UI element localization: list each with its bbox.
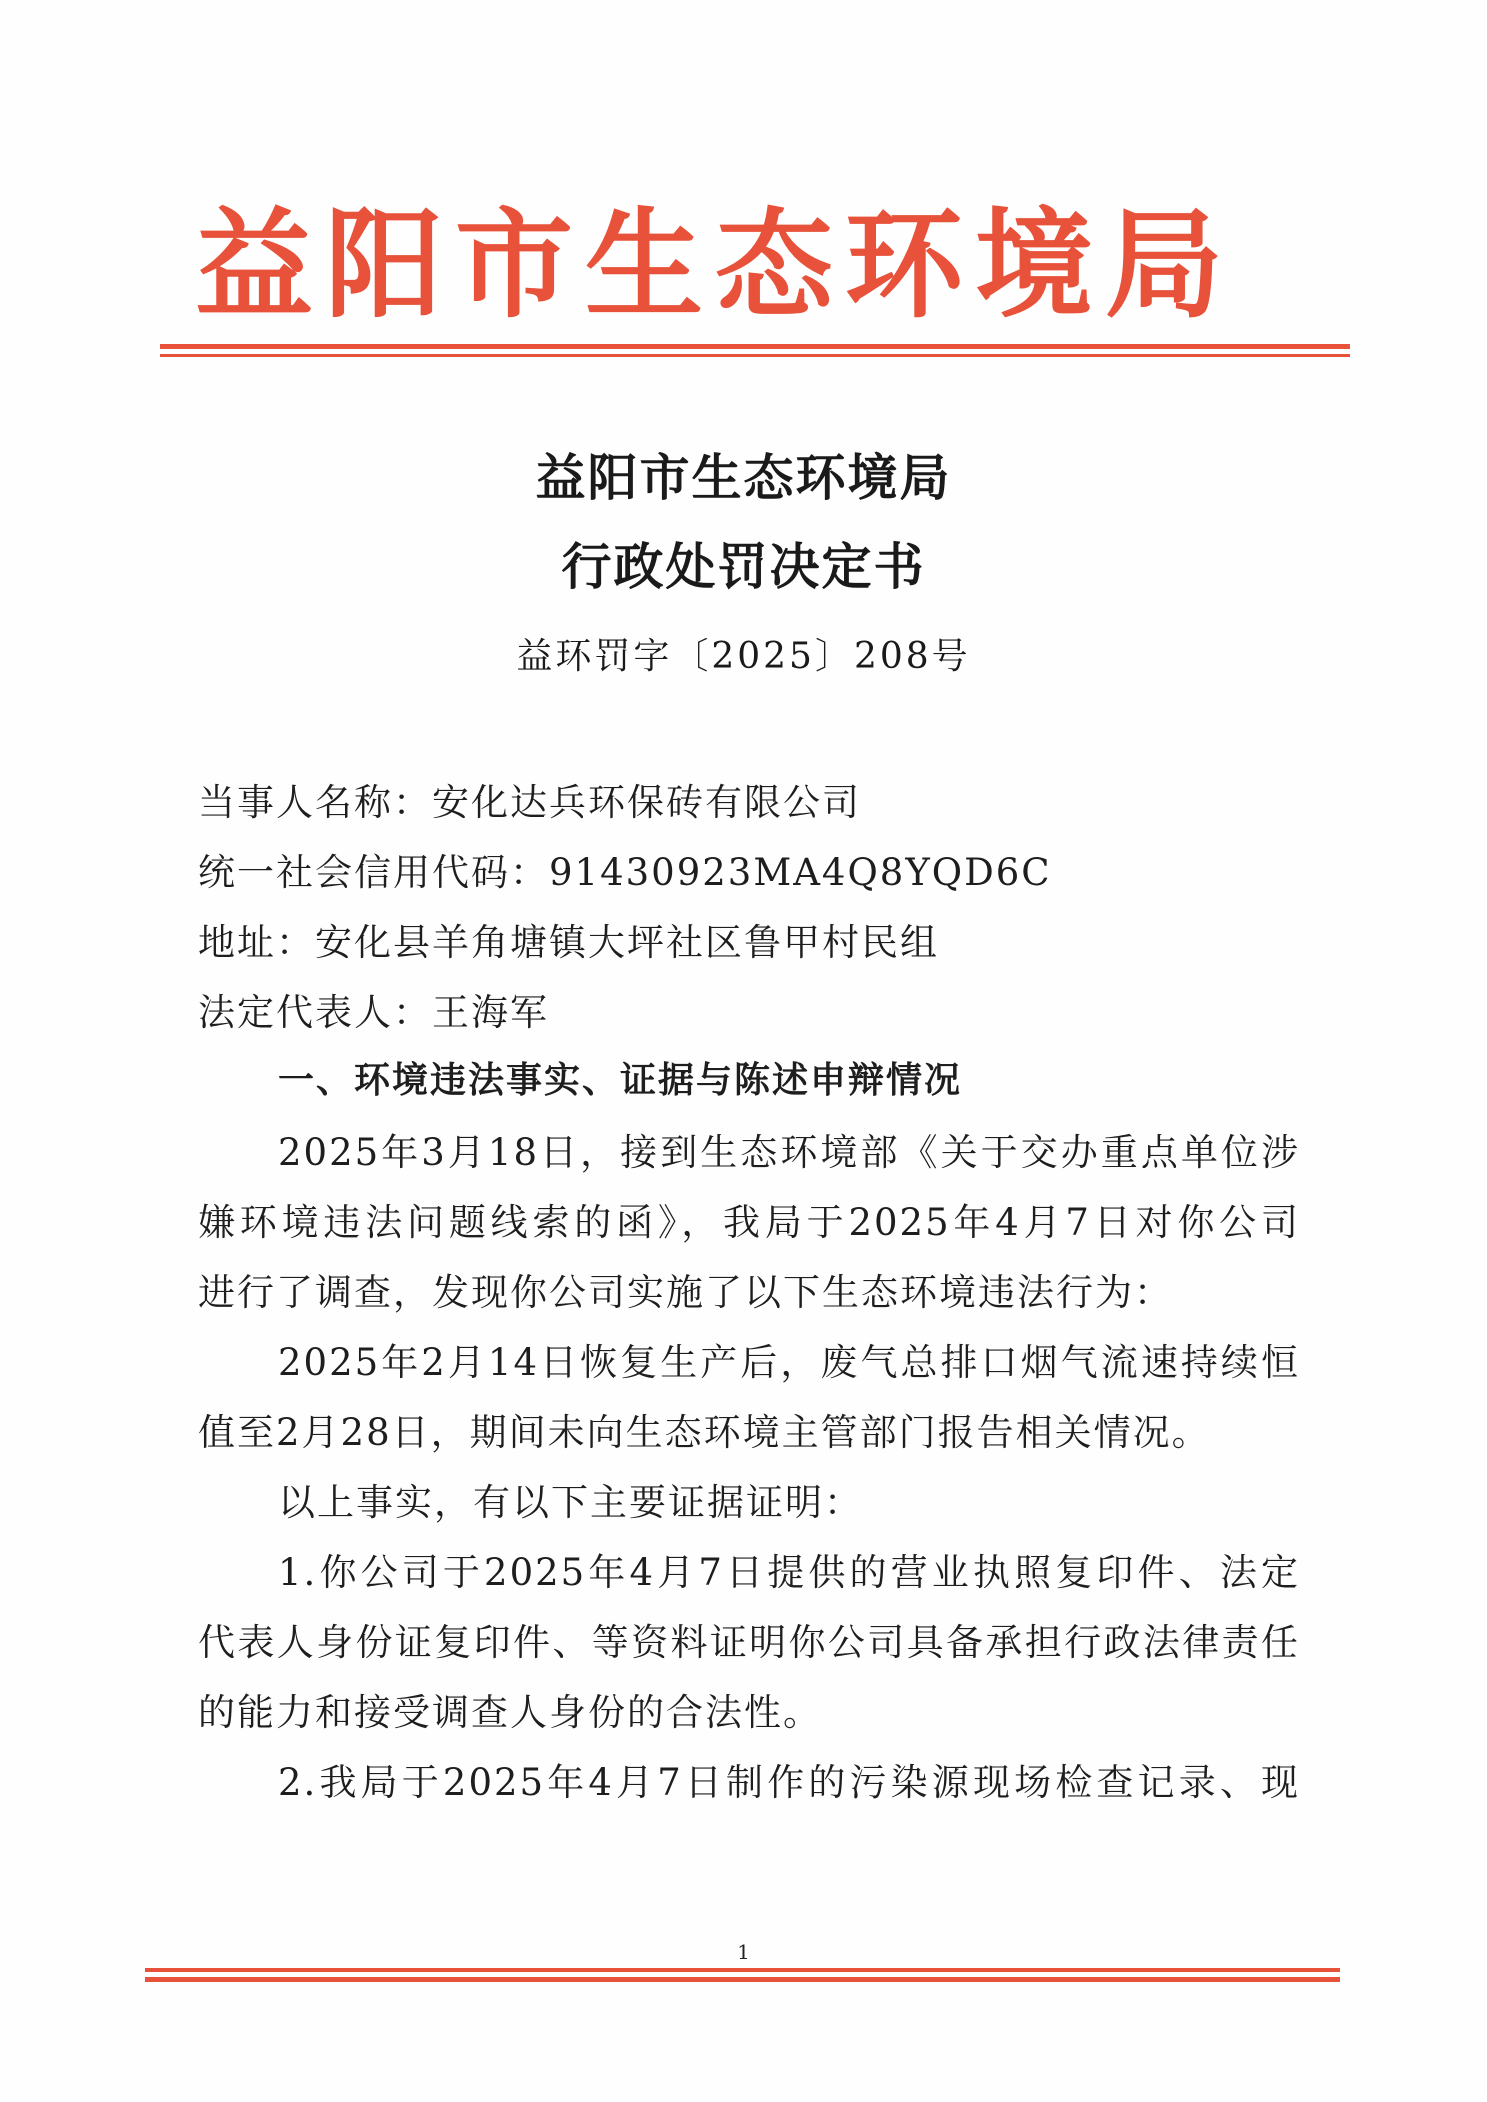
body-line: 嫌环境违法问题线索的函》，我局于2025年4月7日对你公司: [198, 1201, 1300, 1244]
body-line: 以上事实，有以下主要证据证明：: [278, 1481, 863, 1524]
document-number: 益环罚字〔2025〕208号: [516, 636, 971, 677]
body-line: 2.我局于2025年4月7日制作的污染源现场检查记录、现: [278, 1761, 1300, 1804]
body-line: 代表人身份证复印件、等资料证明你公司具备承担行政法律责任: [198, 1621, 1300, 1664]
body-line: 值至2月28日，期间未向生态环境主管部门报告相关情况。: [198, 1411, 1211, 1454]
party-credit-code: 统一社会信用代码：91430923MA4Q8YQD6C: [198, 851, 1052, 894]
body-line: 2025年3月18日，接到生态环境部《关于交办重点单位涉: [278, 1131, 1300, 1174]
body-line: 2025年2月14日恢复生产后，废气总排口烟气流速持续恒: [278, 1341, 1300, 1384]
section-heading: 一、环境违法事实、证据与陈述申辩情况: [278, 1060, 963, 1101]
party-representative: 法定代表人：王海军: [198, 991, 549, 1034]
footer-red-rule-thick: [145, 1977, 1340, 1982]
masthead-red-rule-thin: [160, 354, 1350, 357]
page-number: 1: [737, 1940, 750, 1964]
body-line: 进行了调查，发现你公司实施了以下生态环境违法行为：: [198, 1271, 1173, 1314]
body-line: 1.你公司于2025年4月7日提供的营业执照复印件、法定: [278, 1551, 1300, 1594]
masthead-red-rule-thick: [160, 344, 1350, 349]
masthead-agency-name: 益阳市生态环境局: [194, 195, 1235, 334]
document-title-agency: 益阳市生态环境局: [535, 448, 952, 507]
party-address: 地址：安化县羊角塘镇大坪社区鲁甲村民组: [198, 921, 939, 964]
footer-red-rule-thin: [145, 1968, 1340, 1972]
document-title-type: 行政处罚决定书: [561, 537, 926, 596]
party-name: 当事人名称：安化达兵环保砖有限公司: [198, 781, 861, 824]
body-line: 的能力和接受调查人身份的合法性。: [198, 1691, 822, 1734]
